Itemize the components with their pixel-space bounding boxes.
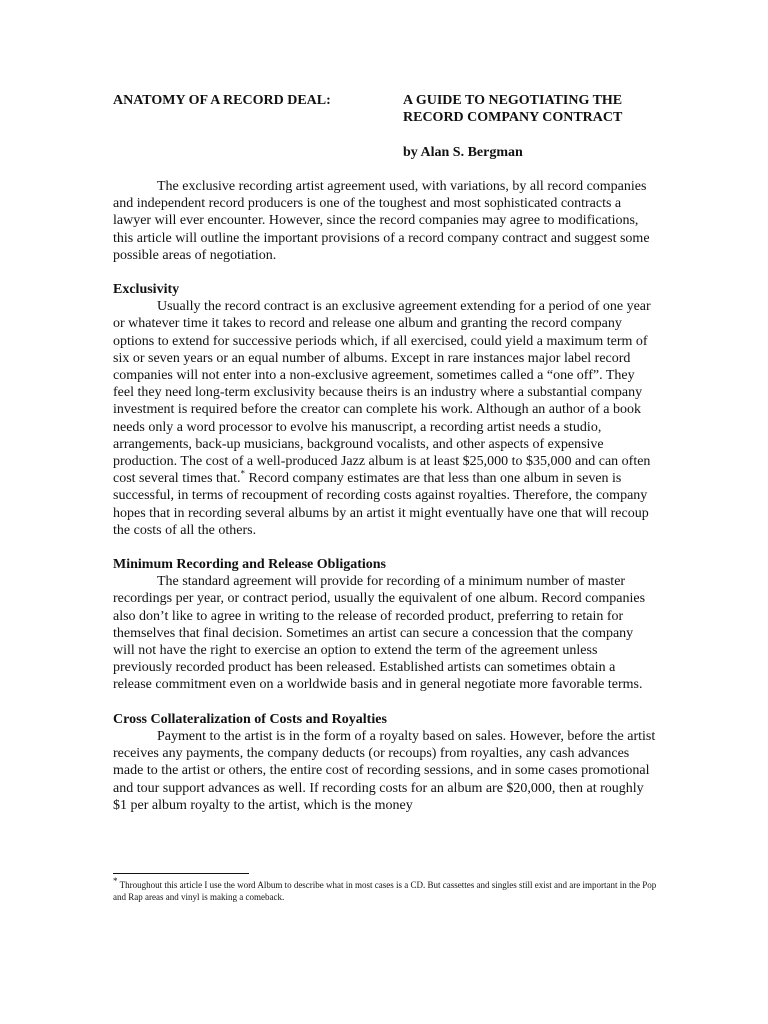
footnote	[113, 876, 658, 903]
intro-paragraph: The exclusive recording artist agreement used, with variations, by all record companies and independent record producers is one of the toughest and most sophisticated contracts a lawyer will ever encounter. However, since the record companies may agree to modifications, this article will outline the important provisions of a record company contract and suggest some possible areas of negotiation.	[113, 179, 650, 263]
footnote-text: Throughout this article I use the word Album to describe what in most cases is a CD. But cassettes and singles still exist and are important in the Pop and Rap areas and vinyl is making a comeback.	[113, 880, 657, 902]
footnote-marker: *	[240, 468, 246, 479]
document-subtitle: A GUIDE TO NEGOTIATING THE RECORD COMPANY CONTRACT	[403, 93, 623, 125]
footnote-divider	[113, 873, 249, 874]
section-heading-minimum-recording: Minimum Recording and Release Obligations	[113, 557, 387, 573]
section-paragraph-exclusivity	[113, 298, 656, 539]
paragraph-text: Record company estimates are that less than one album in seven is successful, in terms of recoupment of recording costs against royalties. Therefore, the company hopes that in recording several albums by an artist it might eventually have one that will recoup the costs of all the others.	[113, 471, 649, 538]
section-heading-exclusivity: Exclusivity	[113, 282, 180, 298]
article-body	[113, 178, 656, 814]
paragraph-text: Usually the record contract is an exclusive agreement extending for a period of one year or whatever time it takes to record and release one album and granting the record company options to extend for successive periods which, if all exercised, could yield a maximum term of six or seven years or an equal number of albums. Except in rare instances major label record companies will not enter into a non-exclusive agreement, sometimes called a “one off”. They feel they need long-term exclusivity because theirs is an industry where a substantial company investment is required before the creator can complete his work. Although an author of a book needs only a word processor to evolve his manuscript, a recording artist needs a studio, arrangements, back-up musicians, background vocalists, and other aspects of expensive production. The cost of a well-produced Jazz album is at least $25,000 to $35,000 and can often cost several times that.	[113, 299, 651, 487]
byline: by Alan S. Bergman	[403, 145, 523, 160]
section-paragraph-minimum-recording: The standard agreement will provide for recording of a minimum number of master recordings per year, or contract period, usually the equivalent of one album. Record companies also don’t like to agree in writing to the release of recorded product, preferring to retain for themselves that final decision. Sometimes an artist can secure a concession that the company will not have the right to exercise an option to extend the term of the agreement unless previously recorded product has been released. Established artists can sometimes obtain a release commitment even on a worldwide basis and in general negotiate more favorable terms.	[113, 574, 646, 693]
footnote-mark: *	[113, 876, 118, 886]
section-paragraph-cross-collateralization: Payment to the artist is in the form of a royalty based on sales. However, before the artist receives any payments, the company deducts (or recoups) from royalties, any cash advances made to the artist or others, the entire cost of recording sessions, and in some cases promotional and tour support advances as well. If recording costs for an album are $20,000, then at roughly $1 per album royalty to the artist, which is the money	[113, 728, 656, 813]
document-title: ANATOMY OF A RECORD DEAL:	[113, 93, 331, 108]
section-heading-cross-collateralization: Cross Collateralization of Costs and Royalties	[113, 711, 387, 727]
